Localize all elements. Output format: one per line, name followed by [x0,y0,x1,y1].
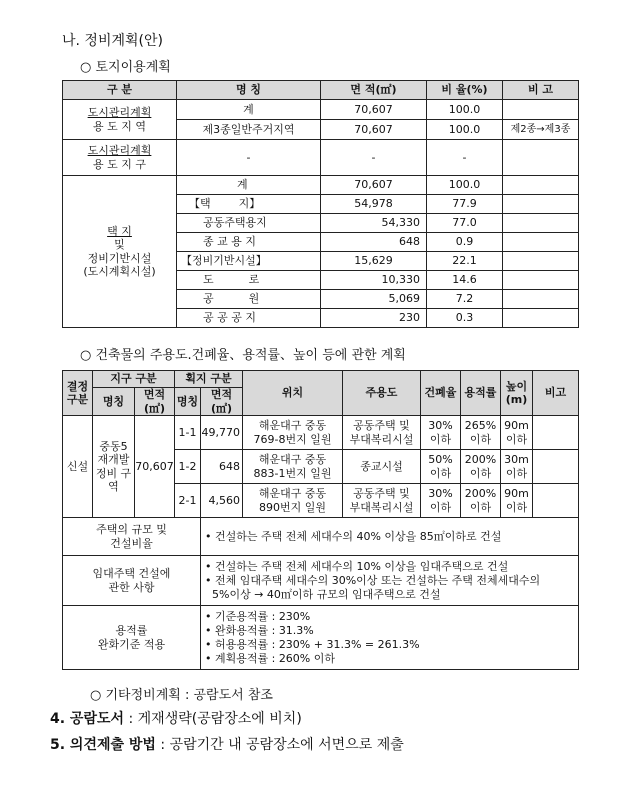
land-use-table [62,80,579,328]
category-cell: 도시관리계획 용 도 지 역 [63,100,177,140]
table-row: 종 교 용 지 648 0.9 [63,233,579,252]
item-5: 5. 의견제출 방법 : 공람기간 내 공람장소에 서면으로 제출 [50,737,404,753]
table-header-row [63,81,579,100]
table-row: 【택 지】 54,978 77.9 [63,195,579,214]
building-plan-table [62,370,579,670]
table-row: 도시관리계획 용 도 지 역 계 70,607 100.0 [63,100,579,120]
table-row: 2-1 4,560 해운대구 중동 890번지 일원 공동주택 및 부대복리시설 30% 이하 200% 이하 90m 이하 [63,484,579,518]
table-row: 도시관리계획 용 도 지 구 - - - [63,140,579,176]
table-row: 주택의 규모 및 건설비율 • 건설하는 주택 전체 세대수의 40% 이상을 85㎡이하로 건설 [63,518,579,556]
table-row: 【정비기반시설】 15,629 22.1 [63,252,579,271]
category-cell: 도시관리계획 용 도 지 구 [63,140,177,176]
table-row: 1-2 648 해운대구 중동 883-1번지 일원 종교시설 50% 이하 200% 이하 30m 이하 [63,450,579,484]
other-plan-note: ○ 기타정비계획 : 공람도서 참조 [90,688,273,703]
table-header-row: 명칭 면적(㎡) 명칭 면적(㎡) [63,388,579,416]
item-4: 4. 공람도서 : 게재생략(공람장소에 비치) [50,711,302,727]
header-cell: 면 적(㎡) [321,81,427,100]
section-title: 나. 정비계획(안) [62,33,163,49]
table-row: 임대주택 건설에 관한 사항 • 건설하는 주택 전체 세대수의 10% 이상을 임대주택으로 건설 • 전체 임대주택 세대수의 30%이상 또는 건설하는 주택 전체세대수의 5%이상 → 40㎡이하 규모의 임대주택으로 건설 [63,556,579,606]
table-row: 신설 중동5 재개발 정비 구역 70,607 1-1 49,770 해운대구 중동 769-8번지 일원 공동주택 및 부대복리시설 30% 이하 265% 이하 90m 이하 [63,416,579,450]
table-row: 용적률 완화기준 적용 • 기준용적률 : 230% • 완화용적률 : 31.3% • 허용용적률 : 230% + 31.3% = 261.3% • 계획용적률 : 260% 이하 [63,606,579,670]
land-use-title: ○ 토지이용계획 [80,60,171,75]
building-plan-title: ○ 건축물의 주용도.건폐율、용적률、높이 등에 관한 계획 [80,348,406,363]
header-cell: 명 칭 [177,81,321,100]
header-cell: 구 분 [63,81,177,100]
category-cell: 택 지 및 정비기반시설 (도시계획시설) [63,176,177,328]
table-header-row: 결정구분 지구 구분 획지 구분 위치 주용도 건폐율 용적률 높이(m) 비고 [63,371,579,388]
table-row: 택 지 및 정비기반시설 (도시계획시설) 계 70,607 100.0 [63,176,579,195]
table-row: 도 로 10,330 14.6 [63,271,579,290]
header-cell: 비 고 [503,81,579,100]
table-row: 제3종일반주거지역 70,607 100.0 제2종→제3종 [63,120,579,140]
table-row: 공 원 5,069 7.2 [63,290,579,309]
table-row: 공 공 공 지 230 0.3 [63,309,579,328]
table-row: 공동주택용지 54,330 77.0 [63,214,579,233]
header-cell: 비 율(%) [427,81,503,100]
